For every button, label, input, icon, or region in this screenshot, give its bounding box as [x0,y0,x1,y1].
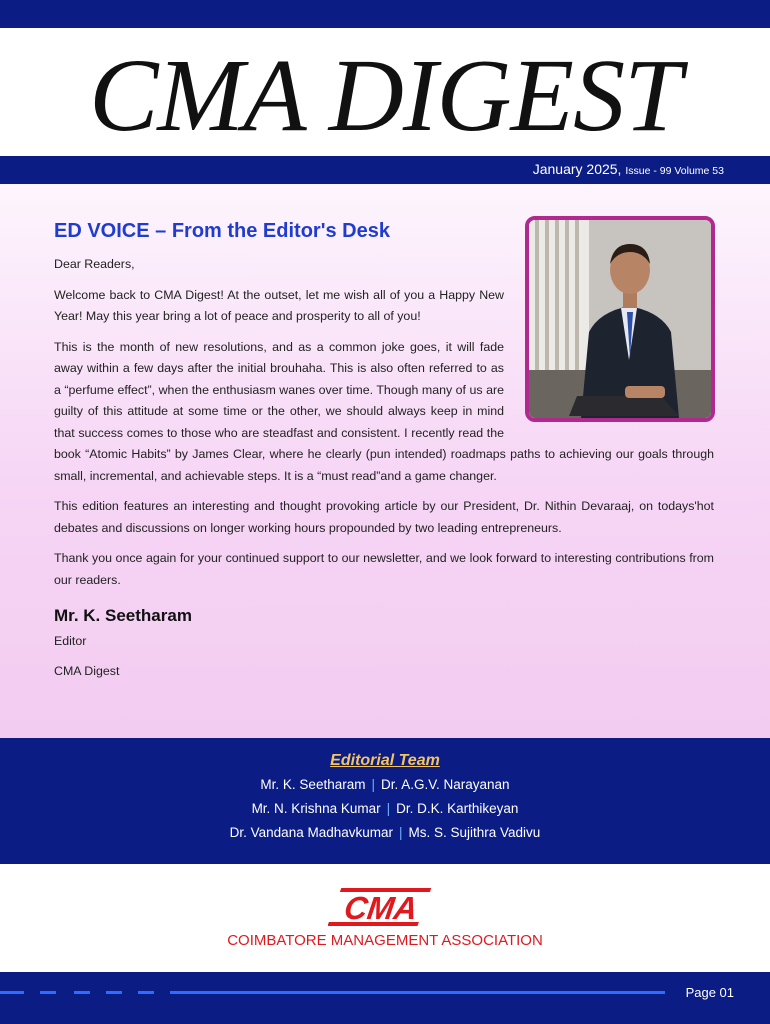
page-number: Page 01 [685,985,734,1000]
team-separator: | [386,801,391,816]
masthead-title: CMA DIGEST [89,38,681,153]
footer-dash [40,991,56,994]
article-paragraph: This is the month of new resolutions, and as a common joke goes, it will fade away within a few days after the initial brouhaha. This is also often referred to as a “perfume effect”, when the enthusiasm wanes over time. Though many of us are guilty of this attitude at some time or the other, we should always keep in mind that success comes to those who are steadfast and consistent. I recently read the book “Atomic Habits” by James Clear, where he clearly (pun intended) roadmaps paths to achieving our goals through small, incremental, and achievable steps. It is a “must read”and a game changer. [54,339,714,483]
footer-dash [0,991,24,994]
footer-rule [170,991,665,994]
editor-publication: CMA Digest [54,664,120,678]
issue-bar [0,156,770,184]
article-paragraph: This edition features an interesting and thought provoking article by our President, Dr. Nithin Devaraaj, on todays'hot debates and discussions on longer working hours propounded by two leading entrepreneurs. [54,499,714,535]
cma-logo-mark [328,886,440,928]
issue-details: Issue - 99 Volume 53 [625,165,724,177]
editor-name: Mr. K. Seetharam [54,606,192,625]
article-paragraph: Welcome back to CMA Digest! At the outset, let me wish all of you a Happy New Year! May this year bring a lot of peace and prosperity to all of you! [54,287,504,323]
team-row [0,800,770,818]
top-bar [0,0,770,28]
association-name: COIMBATORE MANAGEMENT ASSOCIATION [227,932,543,949]
editor-role: Editor [54,633,87,648]
editorial-team [0,738,770,864]
article-heading: ED VOICE – From the Editor's Desk [54,220,390,242]
photo-space [504,218,714,436]
team-member: Mr. K. Seetharam [260,777,366,792]
team-separator: | [371,777,375,792]
cma-logo [328,886,440,928]
team-row [0,776,770,794]
article-paragraph: Thank you once again for your continued support to our newsletter, and we look forward to interesting contributions from our readers. [54,551,714,587]
cma-logo-text: CMA [341,890,420,926]
salutation: Dear Readers, [54,257,135,271]
footer-dash [106,991,122,994]
team-member: Dr. D.K. Karthikeyan [396,801,519,816]
footer-dash [74,991,90,994]
editorial-section [0,184,770,738]
team-member: Mr. N. Krishna Kumar [251,801,381,816]
team-row [0,824,770,842]
footer-bar [0,972,770,1024]
editorial-article [54,218,714,692]
team-member: Dr. A.G.V. Narayanan [380,777,510,792]
team-separator: | [399,825,403,840]
team-member: Ms. S. Sujithra Vadivu [408,825,541,840]
issue-info [533,161,724,177]
editorial-team-title: Editorial Team [330,752,440,769]
issue-date: January 2025, [532,161,622,177]
footer-dash [138,991,154,994]
team-member: Dr. Vandana Madhavkumar [229,825,393,840]
